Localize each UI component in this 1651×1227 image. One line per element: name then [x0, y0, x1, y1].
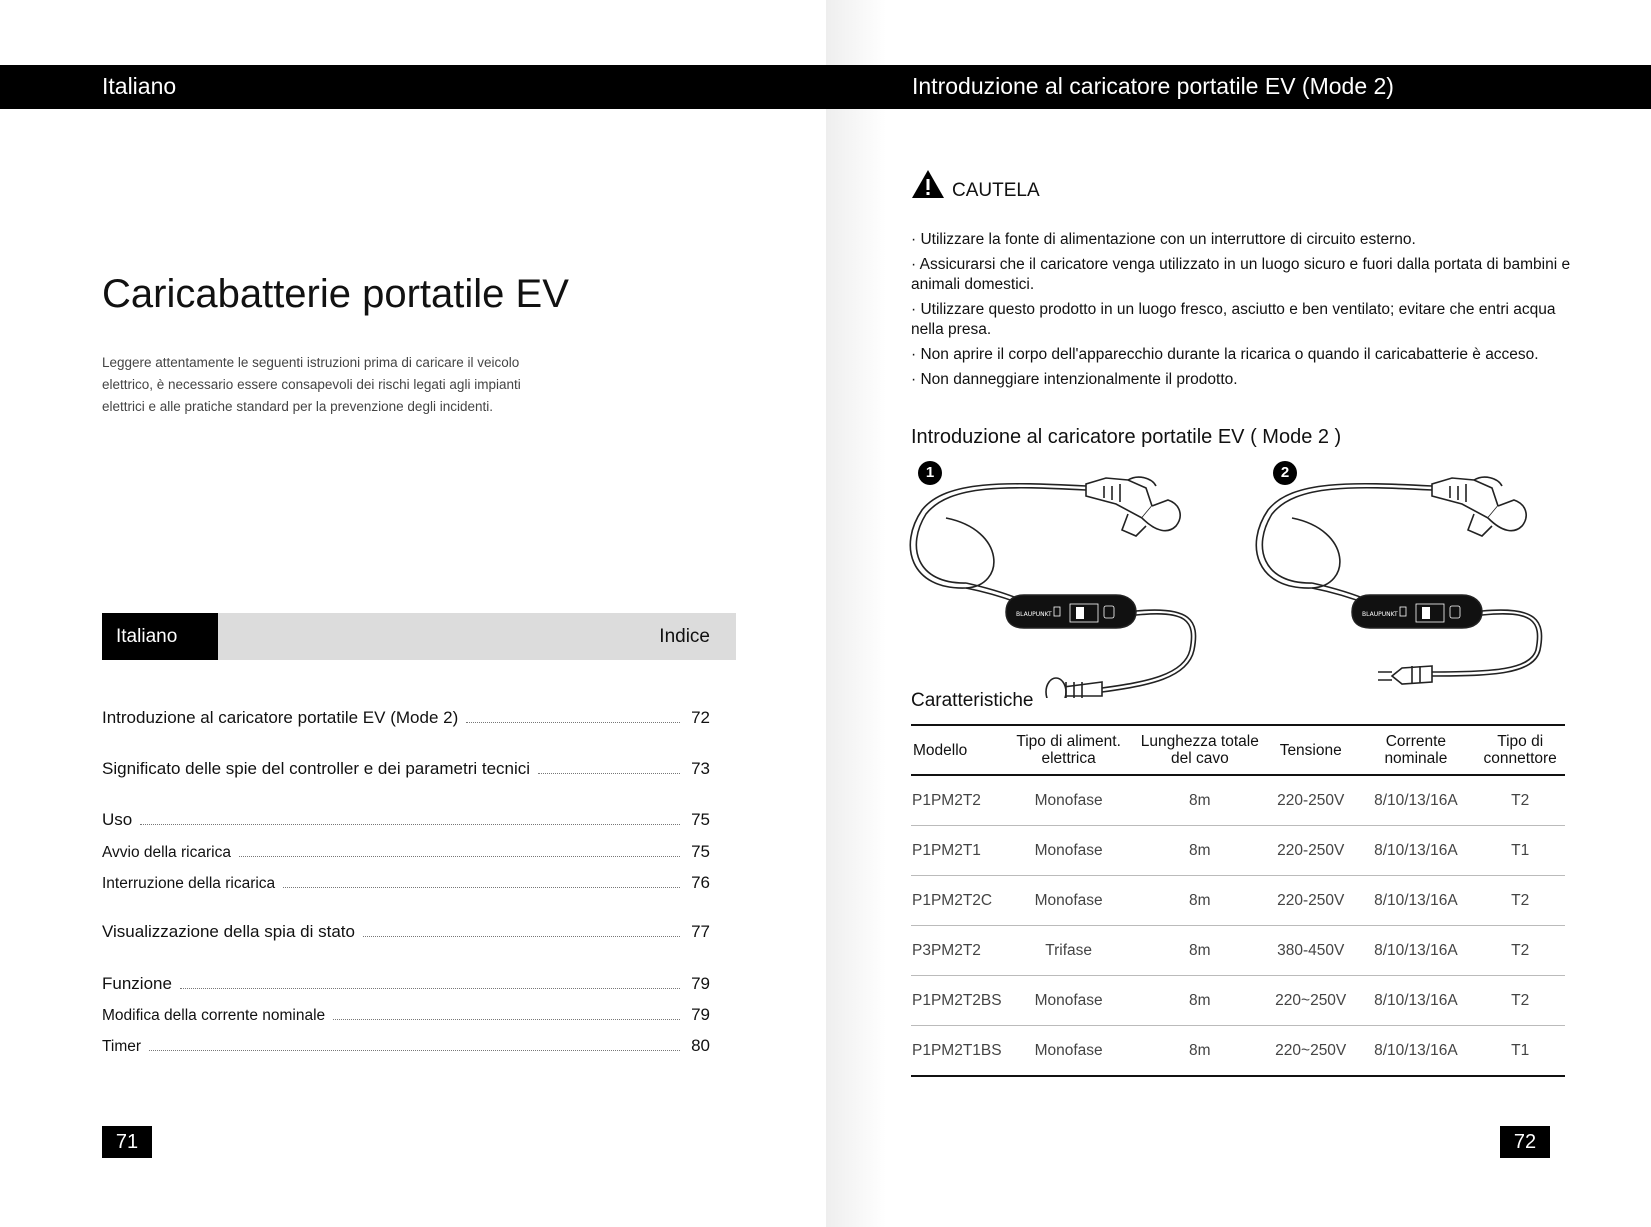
table-cell: 8/10/13/16A	[1356, 876, 1475, 926]
toc-entry[interactable]	[102, 755, 710, 779]
toc-entry[interactable]	[102, 970, 710, 994]
table-row	[911, 876, 1565, 926]
toc-entry-page: 75	[691, 810, 710, 829]
controller-brand: BLAUPUNKT	[1362, 611, 1398, 618]
left-header-title: Italiano	[102, 73, 177, 99]
toc-title: Indice	[659, 626, 710, 647]
table-cell: 8m	[1135, 775, 1265, 826]
table-cell: 8m	[1135, 1026, 1265, 1077]
toc-entry-page: 77	[691, 922, 710, 941]
column-header: Tensione	[1279, 741, 1342, 759]
table-cell: 8m	[1135, 976, 1265, 1026]
caution-item: · Non danneggiare intenzionalmente il prodotto.	[911, 371, 1238, 388]
toc-entry[interactable]	[102, 918, 710, 942]
table-cell: P3PM2T2	[911, 926, 1003, 976]
table-cell: P1PM2T2	[911, 775, 1003, 826]
table-cell: 8/10/13/16A	[1356, 775, 1475, 826]
table-cell: Monofase	[1003, 775, 1135, 826]
intro-paragraph: Leggere attentamente le seguenti istruzioni prima di caricare il veicolo elettrico, è necessario essere consapevoli dei rischi legati agli impianti elettrici e alle pratiche standard per la prevenzione degli incidenti.	[102, 355, 521, 414]
table-cell: 220-250V	[1265, 775, 1356, 826]
caution-item: · Assicurarsi che il caricatore venga utilizzato in un luogo sicuro e fuori dalla portata di bambini e animali domestici.	[911, 256, 1571, 293]
table-row	[911, 826, 1565, 876]
toc-entry-page: 79	[691, 974, 710, 993]
table-cell: T2	[1475, 976, 1565, 1026]
right-header-bar	[826, 65, 1651, 109]
toc-entry-page: 75	[691, 842, 710, 861]
toc-entry-page: 73	[691, 759, 710, 778]
toc-entry[interactable]	[102, 869, 710, 893]
toc-entry-label: Visualizzazione della spia di stato	[102, 922, 355, 941]
toc-leader-dots	[466, 722, 680, 723]
toc-entry-page: 79	[691, 1005, 710, 1024]
toc-entry[interactable]	[102, 704, 710, 728]
caution-label: CAUTELA	[952, 180, 1040, 201]
intro-section-title: Introduzione al caricatore portatile EV ( Mode 2 )	[911, 426, 1342, 448]
table-row	[911, 1026, 1565, 1077]
toc-entry-label: Interruzione della ricarica	[102, 875, 276, 892]
document-title: Caricabatterie portatile EV	[102, 272, 569, 316]
column-header: Modello	[913, 741, 968, 759]
features-title: Caratteristiche	[911, 690, 1034, 711]
table-cell: 220-250V	[1265, 826, 1356, 876]
table-cell: 220~250V	[1265, 976, 1356, 1026]
toc-entry-page: 80	[691, 1036, 710, 1055]
table-cell: Monofase	[1003, 1026, 1135, 1077]
table-cell: 8m	[1135, 926, 1265, 976]
table-cell: 220-250V	[1265, 876, 1356, 926]
toc-header-bar	[102, 613, 736, 660]
toc-entry-label: Uso	[102, 810, 133, 829]
charger-illustration-2	[1252, 470, 1572, 690]
toc-leader-dots	[333, 1019, 680, 1020]
column-header: Corrente nominale	[1384, 733, 1448, 767]
toc-leader-dots	[363, 936, 680, 937]
table-cell: 220~250V	[1265, 1026, 1356, 1077]
toc-entry[interactable]	[102, 806, 710, 830]
table-row	[911, 976, 1565, 1026]
charger-illustration-1	[906, 470, 1226, 698]
controller-box	[1352, 595, 1482, 628]
toc-entry-label: Significato delle spie del controller e dei parametri tecnici	[102, 759, 531, 778]
table-cell: T1	[1475, 1026, 1565, 1077]
controller-box	[1006, 595, 1136, 628]
table-cell: 8/10/13/16A	[1356, 1026, 1475, 1077]
caution-list	[911, 230, 1591, 395]
right-page-number: 72	[1500, 1126, 1550, 1158]
table-cell: 8/10/13/16A	[1356, 826, 1475, 876]
table-row	[911, 926, 1565, 976]
table-cell: P1PM2T2C	[911, 876, 1003, 926]
table-cell: T2	[1475, 775, 1565, 826]
table-cell: 8m	[1135, 876, 1265, 926]
toc-entry[interactable]	[102, 1032, 710, 1056]
table-cell: Monofase	[1003, 826, 1135, 876]
toc-leader-dots	[149, 1050, 680, 1051]
toc-leader-dots	[283, 887, 680, 888]
table-cell: P1PM2T2BS	[911, 976, 1003, 1026]
column-header: Lunghezza totale del cavo	[1140, 733, 1259, 767]
toc-entry-label: Timer	[102, 1038, 142, 1055]
caution-item: · Non aprire il corpo dell'apparecchio durante la ricarica o quando il caricabatterie è acceso.	[911, 346, 1539, 363]
toc-entry-label: Introduzione al caricatore portatile EV (Mode 2)	[102, 708, 459, 727]
specifications-table	[911, 724, 1565, 1077]
table-cell: Monofase	[1003, 976, 1135, 1026]
column-header: Tipo di aliment. elettrica	[1016, 733, 1121, 767]
toc-entry[interactable]	[102, 838, 710, 862]
table-cell: 380-450V	[1265, 926, 1356, 976]
toc-entry-label: Avvio della ricarica	[102, 844, 231, 861]
caution-item: · Utilizzare la fonte di alimentazione con un interruttore di circuito esterno.	[911, 231, 1416, 248]
toc-leader-dots	[239, 856, 680, 857]
table-cell: T2	[1475, 876, 1565, 926]
table-cell: T2	[1475, 926, 1565, 976]
table-cell: P1PM2T1BS	[911, 1026, 1003, 1077]
toc-entry-label: Funzione	[102, 974, 172, 993]
table-cell: 8/10/13/16A	[1356, 926, 1475, 976]
table-cell: Trifase	[1003, 926, 1135, 976]
table-cell: P1PM2T1	[911, 826, 1003, 876]
table-cell: T1	[1475, 826, 1565, 876]
table-row	[911, 775, 1565, 826]
toc-entry-label: Modifica della corrente nominale	[102, 1007, 326, 1024]
warning-icon	[911, 169, 945, 199]
left-header-bar	[0, 65, 826, 109]
table-cell: 8/10/13/16A	[1356, 976, 1475, 1026]
table-cell: 8m	[1135, 826, 1265, 876]
toc-leader-dots	[180, 988, 680, 989]
column-header: Tipo di connettore	[1483, 733, 1557, 767]
controller-brand: BLAUPUNKT	[1016, 611, 1052, 618]
table-header-row	[911, 725, 1565, 775]
figure-number-badge: 1	[918, 461, 942, 485]
table-cell: Monofase	[1003, 876, 1135, 926]
left-page-number: 71	[102, 1126, 152, 1158]
toc-leader-dots	[140, 824, 680, 825]
page-gutter	[826, 0, 886, 1227]
figure-number-badge: 2	[1273, 461, 1297, 485]
toc-entry[interactable]	[102, 1001, 710, 1025]
right-header-title: Introduzione al caricatore portatile EV (Mode 2)	[912, 73, 1394, 99]
toc-language-label: Italiano	[102, 613, 218, 660]
toc-entry-page: 72	[691, 708, 710, 727]
toc-entry-page: 76	[691, 873, 710, 892]
toc-leader-dots	[538, 773, 680, 774]
caution-item: · Utilizzare questo prodotto in un luogo fresco, asciutto e ben ventilato; evitare che entri acqua nella presa.	[911, 301, 1556, 338]
